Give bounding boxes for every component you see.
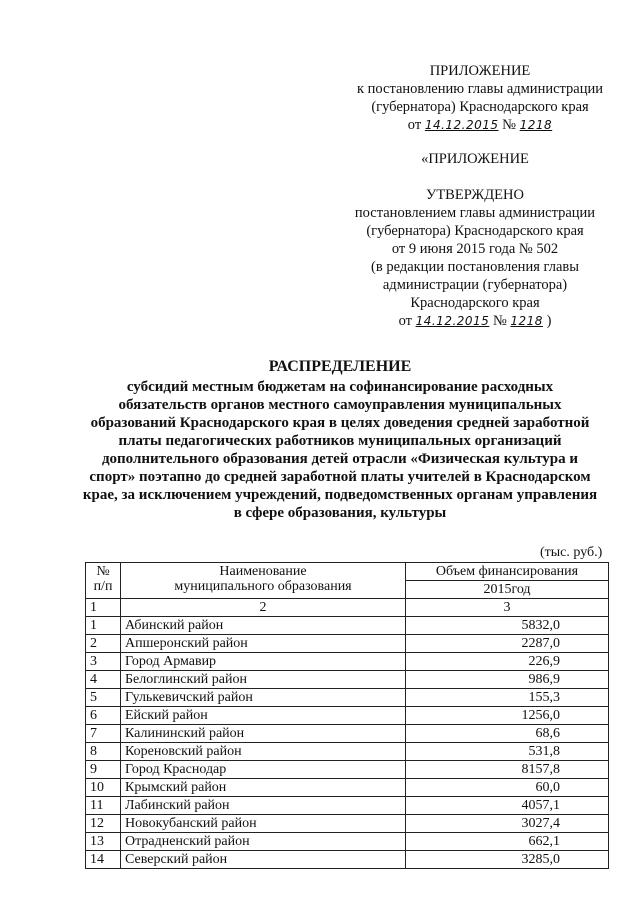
from-label: от bbox=[398, 313, 412, 329]
row-number: 5 bbox=[86, 689, 121, 707]
number-label: № bbox=[502, 117, 517, 133]
col-value-header: Объем финансирования 2015год bbox=[406, 563, 609, 599]
col-number-header: № п/п bbox=[86, 563, 121, 599]
table-row bbox=[86, 815, 609, 833]
row-number: 2 bbox=[86, 635, 121, 653]
row-name: Крымский район bbox=[121, 779, 406, 797]
row-name: Северский район bbox=[121, 851, 406, 869]
row-name: Лабинский район bbox=[121, 797, 406, 815]
row-name: Город Армавир bbox=[121, 653, 406, 671]
row-number: 4 bbox=[86, 671, 121, 689]
table-row bbox=[86, 635, 609, 653]
subsidy-table bbox=[85, 562, 609, 869]
row-number: 6 bbox=[86, 707, 121, 725]
approval-line: администрации (губернатора) bbox=[382, 277, 568, 293]
row-value: 3027,4 bbox=[406, 815, 609, 833]
row-value: 662,1 bbox=[406, 833, 609, 851]
index-cell: 1 bbox=[86, 599, 121, 617]
title-line: в сфере образования, культуры bbox=[233, 505, 447, 521]
row-number: 13 bbox=[86, 833, 121, 851]
row-name: Апшеронский район bbox=[121, 635, 406, 653]
index-cell: 2 bbox=[121, 599, 406, 617]
approval-line: от 9 июня 2015 года № 502 bbox=[391, 241, 559, 257]
row-name: Белоглинский район bbox=[121, 671, 406, 689]
row-value: 1256,0 bbox=[406, 707, 609, 725]
title-line: обязательств органов местного самоуправления муниципальных bbox=[118, 397, 562, 413]
row-value: 5832,0 bbox=[406, 617, 609, 635]
title-line: платы педагогических работников муниципальных организаций bbox=[118, 433, 562, 449]
approved-label: УТВЕРЖДЕНО bbox=[426, 187, 524, 203]
row-number: 3 bbox=[86, 653, 121, 671]
title-line: субсидий местным бюджетам на софинансирование расходных bbox=[126, 379, 554, 395]
annex-line: к постановлению главы администрации bbox=[356, 81, 604, 97]
title-line: дополнительного образования детей отрасли «Физическая культура и bbox=[101, 451, 579, 467]
row-name: Новокубанский район bbox=[121, 815, 406, 833]
from-label: от bbox=[407, 117, 422, 133]
table-row bbox=[86, 671, 609, 689]
row-name: Калининский район bbox=[121, 725, 406, 743]
closing-paren: ) bbox=[546, 313, 552, 329]
table-row bbox=[86, 779, 609, 797]
row-name: Гулькевичский район bbox=[121, 689, 406, 707]
title-line: спорт» поэтапно до средней заработной платы учителей в Краснодарском bbox=[89, 469, 591, 485]
table-row bbox=[86, 797, 609, 815]
row-value: 60,0 bbox=[406, 779, 609, 797]
document-title-block bbox=[50, 358, 630, 522]
row-number: 9 bbox=[86, 761, 121, 779]
row-value: 2287,0 bbox=[406, 635, 609, 653]
row-name: Кореновский район bbox=[121, 743, 406, 761]
row-number: 14 bbox=[86, 851, 121, 869]
table-row bbox=[86, 689, 609, 707]
table-row bbox=[86, 833, 609, 851]
table-row bbox=[86, 851, 609, 869]
title-line: образований Краснодарского края в целях доведения средней заработной bbox=[90, 415, 590, 431]
row-value: 155,3 bbox=[406, 689, 609, 707]
table-row bbox=[86, 725, 609, 743]
handwritten-date: 14.12.2015 bbox=[415, 314, 490, 328]
row-name: Ейский район bbox=[121, 707, 406, 725]
row-name: Отрадненский район bbox=[121, 833, 406, 851]
approval-line: постановлением главы администрации bbox=[354, 205, 596, 221]
row-value: 986,9 bbox=[406, 671, 609, 689]
table-index-row bbox=[86, 599, 609, 617]
approval-line: Краснодарского края bbox=[410, 295, 540, 311]
annex-date-line bbox=[330, 116, 630, 134]
table-header-row bbox=[86, 563, 609, 599]
table-row bbox=[86, 707, 609, 725]
annex-title: ПРИЛОЖЕНИЕ bbox=[429, 63, 531, 79]
units-label: (тыс. руб.) bbox=[540, 545, 603, 560]
annex-header-block bbox=[330, 62, 630, 134]
row-number: 1 bbox=[86, 617, 121, 635]
row-number: 11 bbox=[86, 797, 121, 815]
approval-block bbox=[345, 150, 605, 330]
row-value: 4057,1 bbox=[406, 797, 609, 815]
row-value: 68,6 bbox=[406, 725, 609, 743]
row-number: 7 bbox=[86, 725, 121, 743]
table-row bbox=[86, 653, 609, 671]
row-number: 8 bbox=[86, 743, 121, 761]
approval-line: (в редакции постановления главы bbox=[371, 259, 579, 275]
handwritten-number: 1218 bbox=[519, 118, 553, 132]
annex-line: (губернатора) Краснодарского края bbox=[371, 99, 589, 115]
table-row bbox=[86, 743, 609, 761]
approval-line: (губернатора) Краснодарского края bbox=[366, 223, 584, 239]
table-row bbox=[86, 761, 609, 779]
table-body bbox=[86, 617, 609, 869]
col-name-header: Наименование муниципального образования bbox=[121, 563, 406, 599]
row-value: 531,8 bbox=[406, 743, 609, 761]
index-cell: 3 bbox=[406, 599, 609, 617]
row-number: 10 bbox=[86, 779, 121, 797]
row-value: 3285,0 bbox=[406, 851, 609, 869]
row-name: Абинский район bbox=[121, 617, 406, 635]
number-label: № bbox=[492, 313, 507, 329]
table-row bbox=[86, 617, 609, 635]
title-line: крае, за исключением учреждений, подведомственных органам управления bbox=[82, 487, 598, 503]
handwritten-number: 1218 bbox=[510, 314, 543, 328]
document-title: РАСПРЕДЕЛЕНИЕ bbox=[268, 358, 412, 375]
approval-date-line bbox=[345, 312, 605, 330]
handwritten-date: 14.12.2015 bbox=[424, 118, 499, 132]
row-name: Город Краснодар bbox=[121, 761, 406, 779]
row-number: 12 bbox=[86, 815, 121, 833]
approval-annex-title: «ПРИЛОЖЕНИЕ bbox=[421, 151, 529, 167]
row-value: 8157,8 bbox=[406, 761, 609, 779]
row-value: 226,9 bbox=[406, 653, 609, 671]
